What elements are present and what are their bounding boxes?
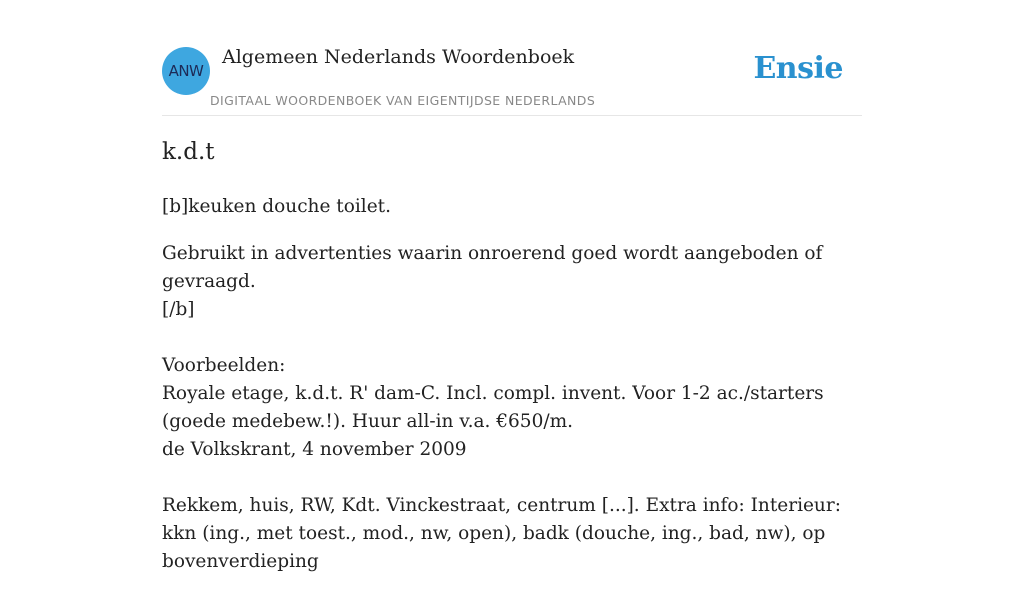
entry-headword: k.d.t [162,139,215,165]
site-subtitle: DIGITAAL WOORDENBOEK VAN EIGENTIJDSE NEDERLANDS [210,93,596,108]
anw-logo[interactable]: ANW [162,47,210,95]
definition-first-line: [b]keuken douche toilet. [162,196,391,217]
entry-definition [162,193,862,595]
site-title[interactable]: Algemeen Nederlands Woordenboek [222,46,575,68]
ensie-brand-logo[interactable]: Ensie [753,51,843,86]
dictionary-page [162,0,862,572]
site-header [162,0,862,116]
definition-body: Gebruikt in advertenties waarin onroerend goed wordt aangeboden of gevraagd. [/b] Voorbeelden: Royale etage, k.d.t. R' dam-C. Incl. compl. invent. Voor 1-2 ac./starters (goede medebew.!). Huur all-in v.a. €650/m. de Volkskrant, 4 november 2009 Rekkem, huis, RW, Kdt. Vinckestraat, centrum [...]. Extra info: Interieur: kkn (ing., met toest., mod., nw, open), badk (douche, ing., bad, nw), op bovenverdieping [162,243,841,572]
